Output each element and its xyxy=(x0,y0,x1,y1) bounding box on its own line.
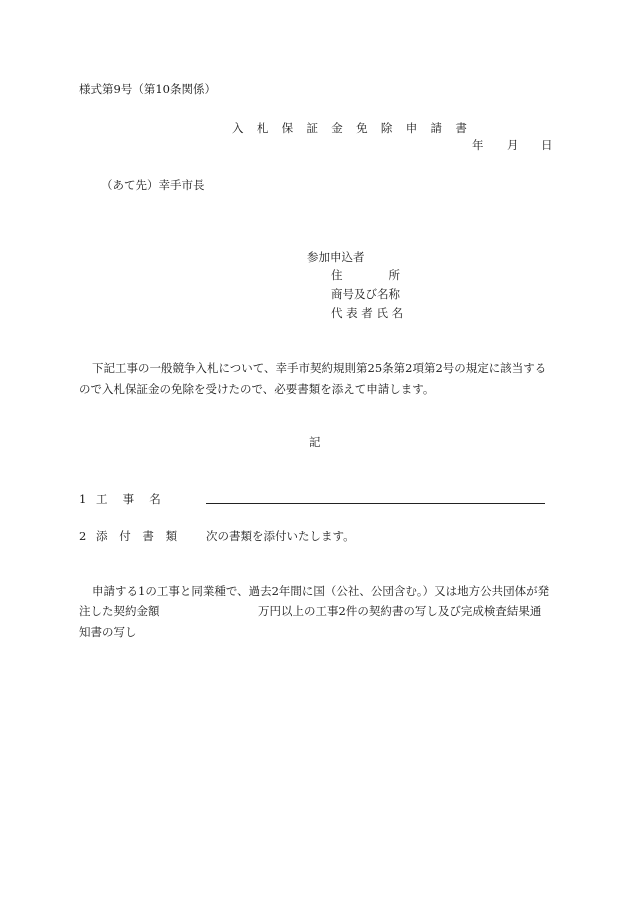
attachment-line-2a: 注した契約金額 xyxy=(79,604,160,618)
address-label: 住 所 xyxy=(331,268,400,282)
company-name-label: 商号及び名称 xyxy=(331,287,400,301)
date-year-unit: 年 xyxy=(472,138,484,152)
body-text-line-2: ので入札保証金の免除を受けたので、必要書類を添えて申請します。 xyxy=(79,382,435,396)
attachment-line-2b: 万円以上の工事2件の契約書の写し及び完成検査結果通 xyxy=(258,604,542,618)
applicant-heading: 参加申込者 xyxy=(307,250,365,264)
body-text-line-1: 下記工事の一般競争入札について、幸手市契約規則第25条第2項第2号の規定に該当する xyxy=(92,361,547,375)
construction-name-line xyxy=(206,503,545,504)
item-1-label: 工 事 名 xyxy=(96,492,161,506)
date-month-unit: 月 xyxy=(507,138,519,152)
representative-label: 代 表 者 氏 名 xyxy=(331,306,404,320)
item-1-number: 1 xyxy=(79,492,87,506)
addressee: （あて先）幸手市長 xyxy=(101,178,205,192)
date-day-unit: 日 xyxy=(541,138,553,152)
form-number: 様式第9号（第10条関係） xyxy=(79,82,216,96)
item-2-number: 2 xyxy=(79,529,87,543)
attachment-line-1: 申請する1の工事と同業種で、過去2年間に国（公社、公団含む。）又は地方公共団体が発 xyxy=(92,584,550,598)
document-title: 入 札 保 証 金 免 除 申 請 書 xyxy=(232,121,472,135)
ki-heading: 記 xyxy=(309,435,321,449)
attachment-line-3: 知書の写し xyxy=(79,625,137,639)
item-2-label: 添 付 書 類 xyxy=(96,529,182,543)
item-2-value: 次の書類を添付いたします。 xyxy=(206,529,355,543)
